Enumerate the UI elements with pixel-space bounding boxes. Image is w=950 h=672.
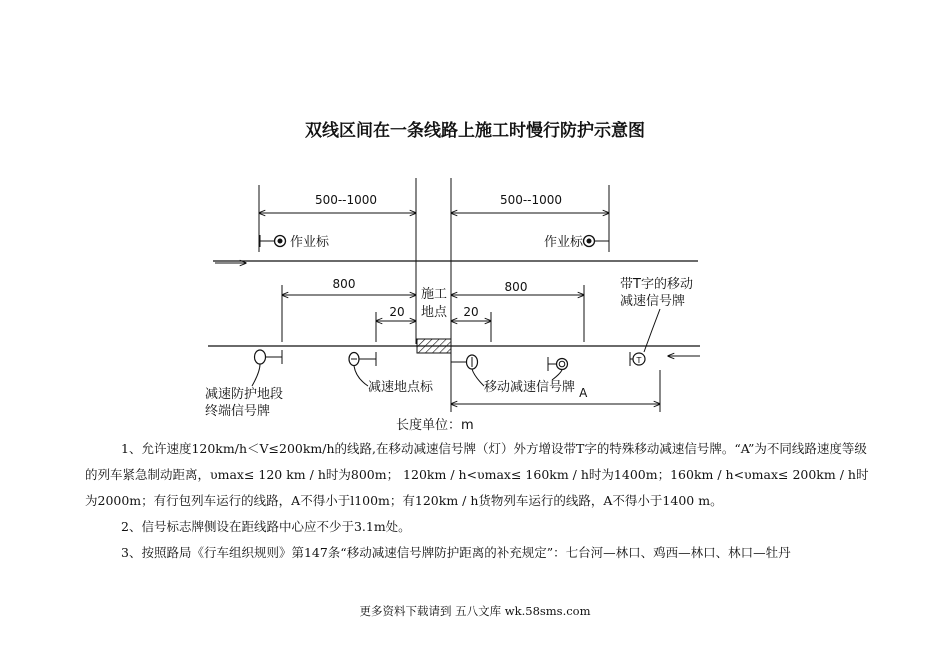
svg-text:T: T <box>636 356 642 365</box>
dim-label-left-top: 500--1000 <box>314 193 378 207</box>
slow-point-sign-icon <box>349 352 376 366</box>
work-sign-left-icon <box>260 235 286 247</box>
moving-sign-leader-far <box>552 370 562 380</box>
end-sign-label-1: 减速防护地段 <box>205 387 284 402</box>
paragraph-3: 3、按照路局《行车组织规则》第147条“移动减速信号牌防护距离的补充规定”：七台河—林口、鸡西—林口、林口—牡丹 <box>121 545 791 560</box>
paragraph-block <box>85 436 870 566</box>
work-sign-right-icon <box>584 235 610 247</box>
t-sign-label-1: 带T字的移动 <box>620 277 693 292</box>
end-sign-label-2: 终端信号牌 <box>205 404 271 419</box>
construction-zone <box>417 339 451 353</box>
dim-label-right-800: 800 <box>504 280 528 294</box>
paragraph-2: 2、信号标志牌侧设在距线路中心应不少于3.1m处。 <box>121 519 411 534</box>
moving-sign-label: 移动减速信号牌 A <box>484 380 588 400</box>
footer-text: 更多资料下载请到 五八文库 wk.58sms.com <box>359 604 591 618</box>
t-sign-label-2: 减速信号牌 <box>620 294 686 309</box>
t-sign-icon <box>630 352 645 366</box>
dim-label-left-800: 800 <box>332 277 356 291</box>
slow-point-sign-label: 减速地点标 <box>368 380 434 395</box>
work-sign-left-label: 作业标 <box>290 235 330 250</box>
dim-label-right-top: 500--1000 <box>499 193 563 207</box>
dim-label-left-20: 20 <box>389 305 405 319</box>
moving-sign-far-icon <box>548 357 568 371</box>
end-sign-leader <box>252 364 260 386</box>
unit-label: 长度单位：m <box>396 418 474 433</box>
work-sign-right-label: 作业标 <box>544 235 584 250</box>
construction-point-label-1: 施工 <box>420 287 448 302</box>
end-sign-icon <box>255 350 283 364</box>
slow-point-sign-leader <box>354 366 368 386</box>
dim-label-right-20: 20 <box>463 305 479 319</box>
construction-point-label-2: 地点 <box>420 305 448 320</box>
moving-sign-leader-near <box>472 369 484 386</box>
paragraph-1: 1、允许速度120km/h＜V≤200km/h的线路,在移动减速信号牌（灯）外方增设带T字的特殊移动减速信号牌。“A”为不同线路速度等级的列车紧急制动距离，υmax≤ 120 km / h时为800m； 120km / h<υmax≤ 160km / h时为1400m；160km / h<υmax≤ 200km / h时为2000m；有行包列车运行的线路，A不得小于l100m；有120km / h货物列车运行的线路，A不得小于1400 m。 <box>85 441 869 508</box>
moving-sign-near-icon <box>451 355 478 369</box>
page-title: 双线区间在一条线路上施工时慢行防护示意图 <box>305 121 645 141</box>
